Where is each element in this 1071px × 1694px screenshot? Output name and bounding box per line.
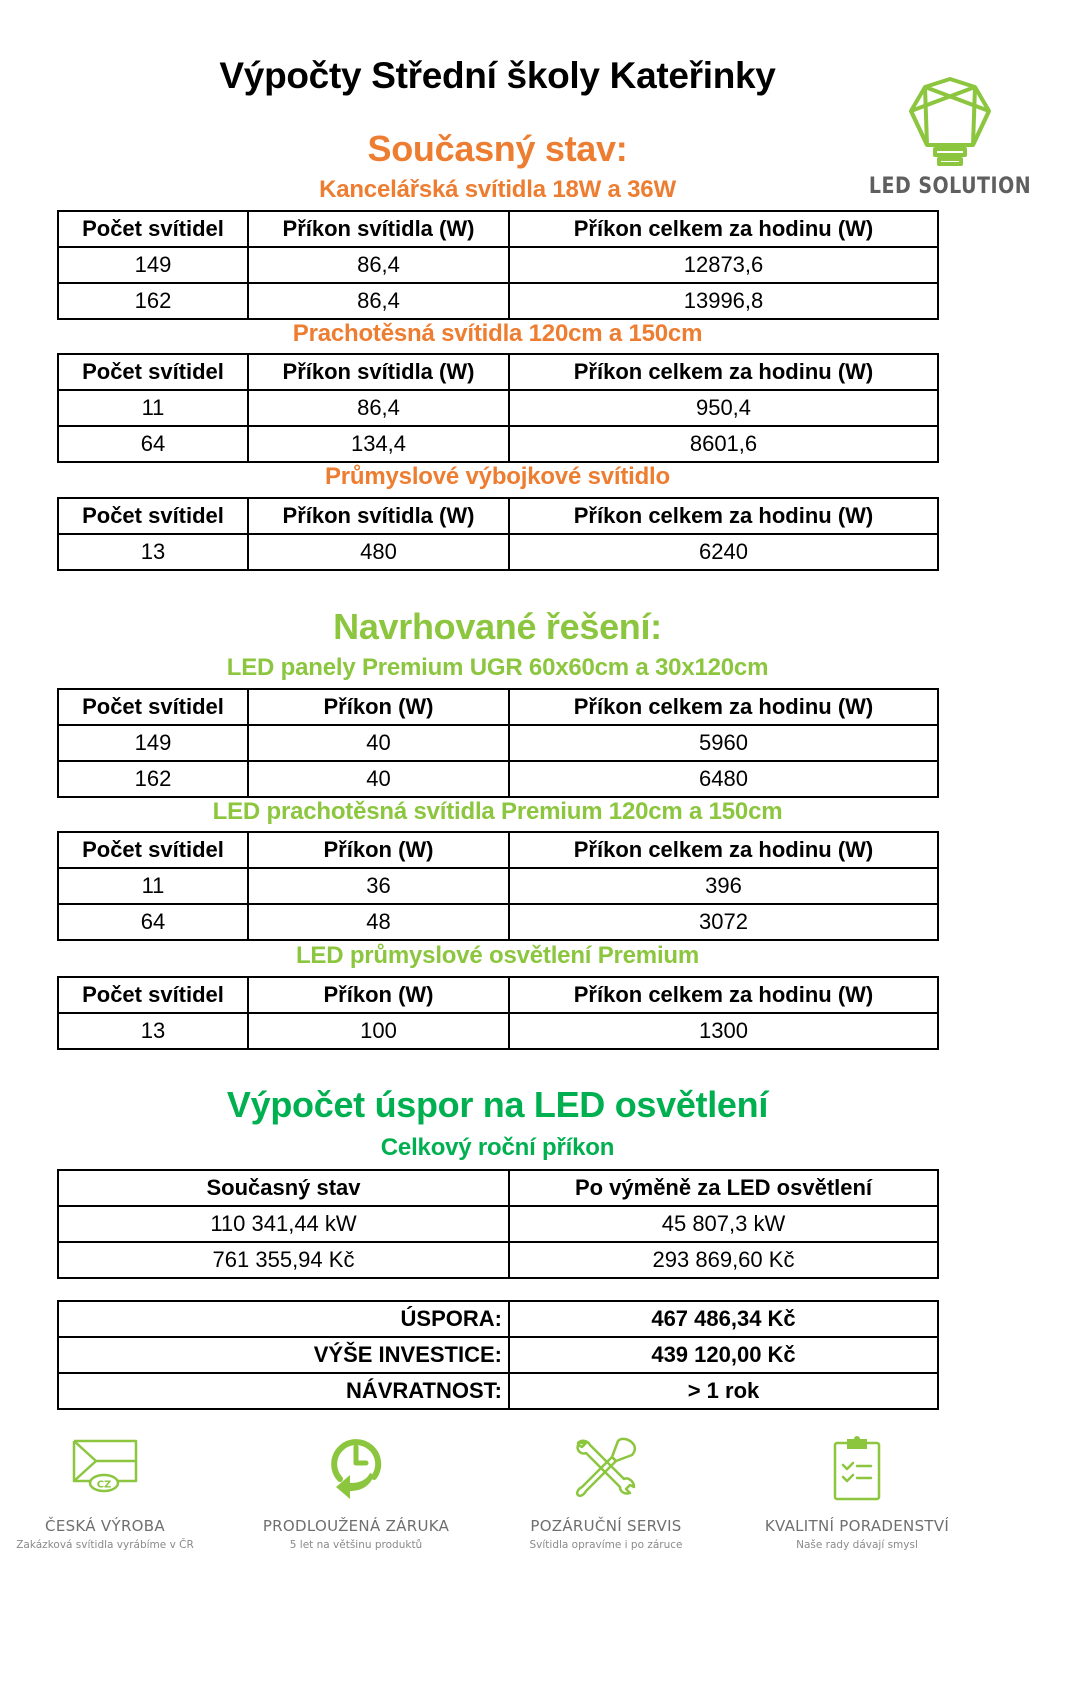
table-cell: 86,4 [248,390,509,426]
table-row [58,1242,938,1278]
table-cell: 11 [58,868,248,904]
summary-label: ÚSPORA: [58,1301,509,1337]
header-cell: Příkon celkem za hodinu (W) [509,832,938,868]
summary-row-payback [58,1373,938,1409]
header-cell: Počet svítidel [58,977,248,1013]
table-row [58,868,938,904]
table-cell: 11 [58,390,248,426]
table-cell: 13 [58,534,248,570]
wrench-screwdriver-icon [572,1435,640,1501]
summary-value: 467 486,34 Kč [509,1301,938,1337]
proposed-table-3 [57,976,939,1050]
annual-consumption-table [57,1169,939,1279]
header-cell: Počet svítidel [58,832,248,868]
feature-subtitle: 5 let na většinu produktů [289,1539,423,1551]
table-cell: 162 [58,761,248,797]
table-header-row [58,1170,938,1206]
table-cell: 12873,6 [509,247,938,283]
summary-value: > 1 rok [509,1373,938,1409]
table-cell: 950,4 [509,390,938,426]
feature-extended-warranty [226,1435,486,1551]
summary-label: VÝŠE INVESTICE: [58,1337,509,1373]
logo-text: LED SOLUTION [868,173,1032,199]
header-cell: Současný stav [58,1170,509,1206]
current-table-1-title: Kancelářská svítidla 18W a 36W [319,176,676,203]
header-cell: Počet svítidel [58,354,248,390]
table-row [58,534,938,570]
header-cell: Příkon celkem za hodinu (W) [509,689,938,725]
table-cell: 86,4 [248,283,509,319]
header-cell: Příkon celkem za hodinu (W) [509,211,938,247]
table-cell: 761 355,94 Kč [58,1242,509,1278]
table-cell: 40 [248,725,509,761]
table-cell: 36 [248,868,509,904]
feature-subtitle: Zakázková svítidla vyrábíme v ČR [16,1539,194,1551]
feature-subtitle: Naše rady dávají smysl [796,1539,918,1551]
header-cell: Počet svítidel [58,211,248,247]
table-cell: 134,4 [248,426,509,462]
table-cell: 162 [58,283,248,319]
feature-subtitle: Svítidla opravíme i po záruce [529,1539,683,1551]
proposed-table-2-title: LED prachotěsná svítidla Premium 120cm a 150cm [212,798,783,825]
clock-warranty-icon [326,1435,386,1501]
table-header-row [58,354,938,390]
table-cell: 293 869,60 Kč [509,1242,938,1278]
table-cell: 45 807,3 kW [509,1206,938,1242]
savings-heading: Výpočet úspor na LED osvětlení [226,1084,769,1125]
current-table-3-title: Průmyslové výbojkové svítidlo [324,463,670,490]
header-cell: Počet svítidel [58,689,248,725]
table-row [58,725,938,761]
savings-summary-table [57,1300,939,1410]
header-cell: Příkon svítidla (W) [248,211,509,247]
table-header-row [58,211,938,247]
feature-czech-production [0,1435,235,1551]
feature-quality-consulting [727,1435,987,1551]
proposed-table-3-title: LED průmyslové osvětlení Premium [295,942,700,969]
proposed-table-2 [57,831,939,941]
table-cell: 48 [248,904,509,940]
table-header-row [58,498,938,534]
current-state-heading: Současný stav: [367,128,628,169]
table-header-row [58,977,938,1013]
table-row [58,426,938,462]
summary-row-savings [58,1301,938,1337]
table-cell: 8601,6 [509,426,938,462]
current-table-2-title: Prachotěsná svítidla 120cm a 150cm [292,320,703,347]
header-cell: Po výměně za LED osvětlení [509,1170,938,1206]
table-cell: 5960 [509,725,938,761]
summary-label: NÁVRATNOST: [58,1373,509,1409]
table-row [58,904,938,940]
table-cell: 3072 [509,904,938,940]
table-cell: 149 [58,247,248,283]
feature-post-warranty-service [476,1435,736,1551]
feature-title: PRODLOUŽENÁ ZÁRUKA [262,1517,450,1535]
table-row [58,390,938,426]
czech-flag-icon [70,1435,140,1497]
header-cell: Počet svítidel [58,498,248,534]
table-cell: 396 [509,868,938,904]
table-cell: 110 341,44 kW [58,1206,509,1242]
table-cell: 1300 [509,1013,938,1049]
table-cell: 86,4 [248,247,509,283]
summary-row-investment [58,1337,938,1373]
table-cell: 40 [248,761,509,797]
table-cell: 100 [248,1013,509,1049]
header-cell: Příkon celkem za hodinu (W) [509,498,938,534]
current-table-3 [57,497,939,571]
table-cell: 149 [58,725,248,761]
feature-title: KVALITNÍ PORADENSTVÍ [764,1517,950,1535]
savings-subheading: Celkový roční příkon [380,1134,615,1161]
summary-value: 439 120,00 Kč [509,1337,938,1373]
header-cell: Příkon celkem za hodinu (W) [509,977,938,1013]
table-cell: 6240 [509,534,938,570]
table-cell: 64 [58,426,248,462]
header-cell: Příkon svítidla (W) [248,354,509,390]
current-table-2 [57,353,939,463]
table-row [58,1206,938,1242]
table-row [58,247,938,283]
proposed-table-1 [57,688,939,798]
table-header-row [58,689,938,725]
table-row [58,761,938,797]
table-row [58,1013,938,1049]
header-cell: Příkon (W) [248,977,509,1013]
feature-title: POZÁRUČNÍ SERVIS [530,1517,682,1535]
header-cell: Příkon celkem za hodinu (W) [509,354,938,390]
table-cell: 13 [58,1013,248,1049]
current-table-1 [57,210,939,320]
table-cell: 13996,8 [509,283,938,319]
table-row [58,283,938,319]
page-title: Výpočty Střední školy Kateřinky [219,55,776,96]
proposed-table-1-title: LED panely Premium UGR 60x60cm a 30x120cm [226,654,769,681]
table-cell: 6480 [509,761,938,797]
header-cell: Příkon svítidla (W) [248,498,509,534]
table-cell: 480 [248,534,509,570]
header-cell: Příkon (W) [248,832,509,868]
table-header-row [58,832,938,868]
feature-title: ČESKÁ VÝROBA [45,1517,165,1535]
proposed-heading: Navrhované řešení: [333,606,662,647]
svg-text:CZ: CZ [96,1479,112,1491]
table-cell: 64 [58,904,248,940]
header-cell: Příkon (W) [248,689,509,725]
features-footer [0,1435,1071,1685]
clipboard-checklist-icon [831,1435,883,1501]
